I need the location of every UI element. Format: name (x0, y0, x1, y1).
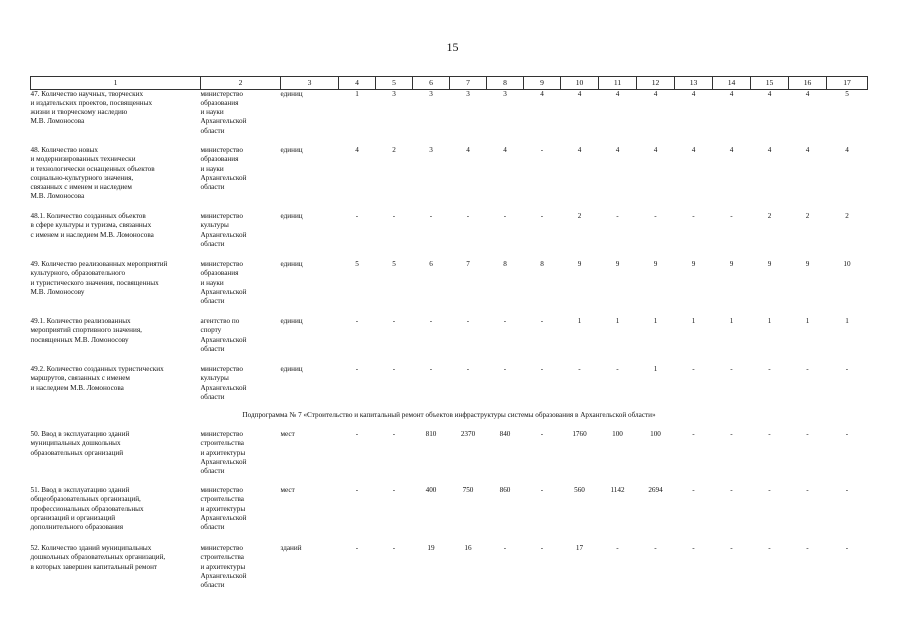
value-cell: 4 (653, 146, 658, 155)
value-cell: 4 (729, 146, 734, 155)
value-cell: - (730, 212, 733, 221)
value-cell: 100 (650, 430, 661, 439)
value-cell: 2 (392, 146, 396, 155)
column-header: 17 (827, 77, 868, 90)
value-cell: 4 (577, 146, 582, 155)
value-cell: - (768, 365, 771, 374)
value-cell: 4 (767, 146, 772, 155)
value-cell: - (806, 365, 809, 374)
value-cell: 9 (615, 260, 620, 269)
value-cell: - (392, 317, 396, 326)
value-cell: - (392, 212, 396, 221)
unit-of-measure: единиц (280, 146, 303, 155)
responsible-agency: министерство строительства и архитектуры Архангельской области (200, 486, 247, 532)
value-cell: 1760 (572, 430, 587, 439)
column-header: 1 (31, 77, 201, 90)
unit-of-measure: единиц (280, 365, 303, 374)
value-cell: 1 (577, 317, 582, 326)
value-cell: 17 (575, 544, 584, 553)
value-cell: - (768, 544, 771, 553)
column-header: 6 (413, 77, 450, 90)
value-cell: - (692, 212, 695, 221)
value-cell: - (540, 544, 544, 553)
table-row (31, 486, 868, 544)
value-cell: - (355, 317, 359, 326)
value-cell: 4 (503, 146, 507, 155)
value-cell: 1142 (610, 486, 625, 495)
value-cell: - (616, 544, 619, 553)
indicators-table (30, 76, 868, 592)
value-cell: 6 (429, 260, 433, 269)
value-cell: - (692, 544, 695, 553)
column-number-header (31, 77, 868, 90)
responsible-agency: министерство культуры Архангельской области (200, 365, 247, 401)
value-cell: - (768, 486, 771, 495)
value-cell: - (355, 212, 359, 221)
value-cell: - (768, 430, 771, 439)
value-cell: 4 (355, 146, 359, 155)
value-cell: - (806, 486, 809, 495)
column-header: 16 (789, 77, 827, 90)
value-cell: - (730, 365, 733, 374)
value-cell: 560 (574, 486, 585, 495)
column-header: 7 (450, 77, 487, 90)
value-cell: - (466, 365, 470, 374)
value-cell: - (730, 430, 733, 439)
responsible-agency: министерство образования и науки Архангельской области (200, 146, 247, 192)
value-cell: - (692, 486, 695, 495)
indicator-name: 52. Количество зданий муниципальных дошкольных образовательных организаций, в которых завершен капитальный ремонт (30, 544, 166, 571)
table-row (31, 260, 868, 317)
value-cell: - (540, 146, 544, 155)
value-cell: - (540, 365, 544, 374)
value-cell: - (466, 317, 470, 326)
value-cell: 3 (429, 146, 433, 155)
value-cell: - (503, 544, 507, 553)
value-cell: - (654, 212, 657, 221)
value-cell: 100 (612, 430, 623, 439)
indicator-name: 48. Количество новых и модернизированных технически и технологически оснащенных объектов социально-культурного значения, связанных с именем и наследием М.В. Ломоносова (30, 146, 155, 201)
value-cell: - (616, 212, 619, 221)
value-cell: 16 (464, 544, 472, 553)
indicator-name: 49. Количество реализованных мероприятий культурного, образовательного и туристического значения, посвященных М.В. Ломоносову (30, 260, 168, 296)
value-cell: - (466, 212, 470, 221)
value-cell: 5 (355, 260, 359, 269)
value-cell: 10 (843, 260, 851, 269)
value-cell: 3 (429, 89, 433, 98)
value-cell: 3 (466, 89, 470, 98)
unit-of-measure: единиц (280, 89, 303, 98)
column-header: 8 (487, 77, 524, 90)
value-cell: 2 (805, 212, 810, 221)
responsible-agency: министерство строительства и архитектуры Архангельской области (200, 430, 247, 476)
value-cell: - (540, 212, 544, 221)
value-cell: - (355, 365, 359, 374)
value-cell: - (616, 365, 619, 374)
value-cell: 1 (615, 317, 620, 326)
indicator-name: 51. Ввод в эксплуатацию зданий общеобразовательных организаций, профессиональных образовательных организаций и организаций дополнительного образования (30, 486, 144, 532)
responsible-agency: агентство по спорту Архангельской области (200, 317, 247, 353)
value-cell: 8 (503, 260, 507, 269)
subprogram-row (31, 410, 868, 430)
value-cell: 750 (462, 486, 474, 495)
unit-of-measure: мест (280, 430, 295, 439)
value-cell: 7 (466, 260, 470, 269)
column-header: 12 (637, 77, 675, 90)
value-cell: - (845, 430, 849, 439)
table-row (31, 317, 868, 365)
value-cell: - (429, 212, 433, 221)
value-cell: 5 (392, 260, 396, 269)
value-cell: 9 (577, 260, 582, 269)
unit-of-measure: единиц (280, 260, 303, 269)
column-header: 11 (599, 77, 637, 90)
value-cell: 8 (540, 260, 544, 269)
value-cell: - (503, 212, 507, 221)
value-cell: - (429, 365, 433, 374)
indicator-name: 49.2. Количество созданных туристических маршрутов, связанных с именем и наследием М.В. Ломоносова (30, 365, 164, 392)
column-header: 3 (281, 77, 339, 90)
value-cell: - (355, 544, 359, 553)
page-number: 15 (446, 40, 459, 54)
value-cell: 810 (425, 430, 437, 439)
value-cell: - (429, 317, 433, 326)
value-cell: - (540, 430, 544, 439)
column-header: 15 (751, 77, 789, 90)
value-cell: 2694 (648, 486, 663, 495)
value-cell: 4 (729, 89, 734, 98)
value-cell: 2370 (460, 430, 476, 439)
column-header: 5 (376, 77, 413, 90)
value-cell: 9 (729, 260, 734, 269)
value-cell: - (692, 365, 695, 374)
value-cell: 1 (355, 89, 359, 98)
value-cell: - (355, 486, 359, 495)
indicator-name: 48.1. Количество созданных объектов в сфере культуры и туризма, связанных с именем и наследием М.В. Ломоносова (30, 212, 154, 239)
value-cell: 4 (691, 146, 696, 155)
value-cell: 9 (691, 260, 696, 269)
value-cell: 19 (427, 544, 435, 553)
value-cell: - (392, 544, 396, 553)
column-header: 14 (713, 77, 751, 90)
value-cell: 860 (499, 486, 511, 495)
unit-of-measure: зданий (280, 544, 302, 553)
value-cell: 2 (577, 212, 582, 221)
value-cell: 4 (540, 89, 544, 98)
value-cell: 4 (805, 146, 810, 155)
value-cell: 9 (805, 260, 810, 269)
value-cell: 4 (653, 89, 658, 98)
value-cell: - (540, 317, 544, 326)
value-cell: 2 (845, 212, 849, 221)
unit-of-measure: единиц (280, 317, 303, 326)
value-cell: 4 (691, 89, 696, 98)
value-cell: 4 (615, 146, 620, 155)
table-row (31, 365, 868, 410)
value-cell: 840 (499, 430, 511, 439)
value-cell: - (806, 430, 809, 439)
value-cell: 4 (767, 89, 772, 98)
table-row (31, 544, 868, 592)
value-cell: - (503, 317, 507, 326)
value-cell: 1 (653, 317, 658, 326)
value-cell: 1 (767, 317, 772, 326)
column-header: 9 (524, 77, 561, 90)
value-cell: - (503, 365, 507, 374)
indicator-name: 47. Количество научных, творческих и издательских проектов, посвященных жизни и творческому наследию М.В. Ломоносова (30, 89, 153, 126)
value-cell: 1 (805, 317, 810, 326)
value-cell: - (392, 365, 396, 374)
value-cell: - (654, 544, 657, 553)
value-cell: - (806, 544, 809, 553)
unit-of-measure: единиц (280, 212, 303, 221)
value-cell: - (540, 486, 544, 495)
responsible-agency: министерство культуры Архангельской области (200, 212, 247, 248)
value-cell: - (845, 365, 849, 374)
table-row (31, 430, 868, 486)
value-cell: 9 (767, 260, 772, 269)
value-cell: 1 (691, 317, 696, 326)
indicator-name: 49.1. Количество реализованных мероприятий спортивного значения, посвященных М.В. Ломоносову (30, 317, 142, 344)
column-header: 4 (339, 77, 376, 90)
value-cell: 4 (845, 146, 849, 155)
value-cell: - (692, 430, 695, 439)
value-cell: 9 (653, 260, 658, 269)
value-cell: 1 (729, 317, 734, 326)
value-cell: - (730, 486, 733, 495)
value-cell: - (730, 544, 733, 553)
value-cell: 4 (577, 89, 582, 98)
value-cell: 3 (503, 89, 507, 98)
column-header: 2 (201, 77, 281, 90)
table-row (31, 146, 868, 212)
subprogram-title: Подпрограмма № 7 «Строительство и капитальный ремонт объектов инфраструктуры системы образования в Архангельской области» (242, 411, 656, 420)
value-cell: - (578, 365, 581, 374)
value-cell: 400 (425, 486, 437, 495)
value-cell: - (355, 430, 359, 439)
indicator-name: 50. Ввод в эксплуатацию зданий муниципальных дошкольных образовательных организаций (30, 430, 130, 457)
value-cell: 1 (845, 317, 849, 326)
value-cell: 4 (466, 146, 470, 155)
value-cell: 4 (805, 89, 810, 98)
table-row (31, 89, 868, 146)
value-cell: - (392, 486, 396, 495)
value-cell: - (392, 430, 396, 439)
unit-of-measure: мест (280, 486, 295, 495)
value-cell: 3 (392, 89, 396, 98)
responsible-agency: министерство образования и науки Архангельской области (200, 260, 247, 306)
column-header: 13 (675, 77, 713, 90)
responsible-agency: министерство строительства и архитектуры Архангельской области (200, 544, 247, 590)
value-cell: 4 (615, 89, 620, 98)
value-cell: 2 (767, 212, 772, 221)
value-cell: 1 (653, 365, 658, 374)
value-cell: 5 (845, 89, 849, 98)
responsible-agency: министерство образования и науки Архангельской области (200, 89, 247, 135)
value-cell: - (845, 486, 849, 495)
table-row (31, 212, 868, 260)
column-header: 10 (561, 77, 599, 90)
value-cell: - (845, 544, 849, 553)
